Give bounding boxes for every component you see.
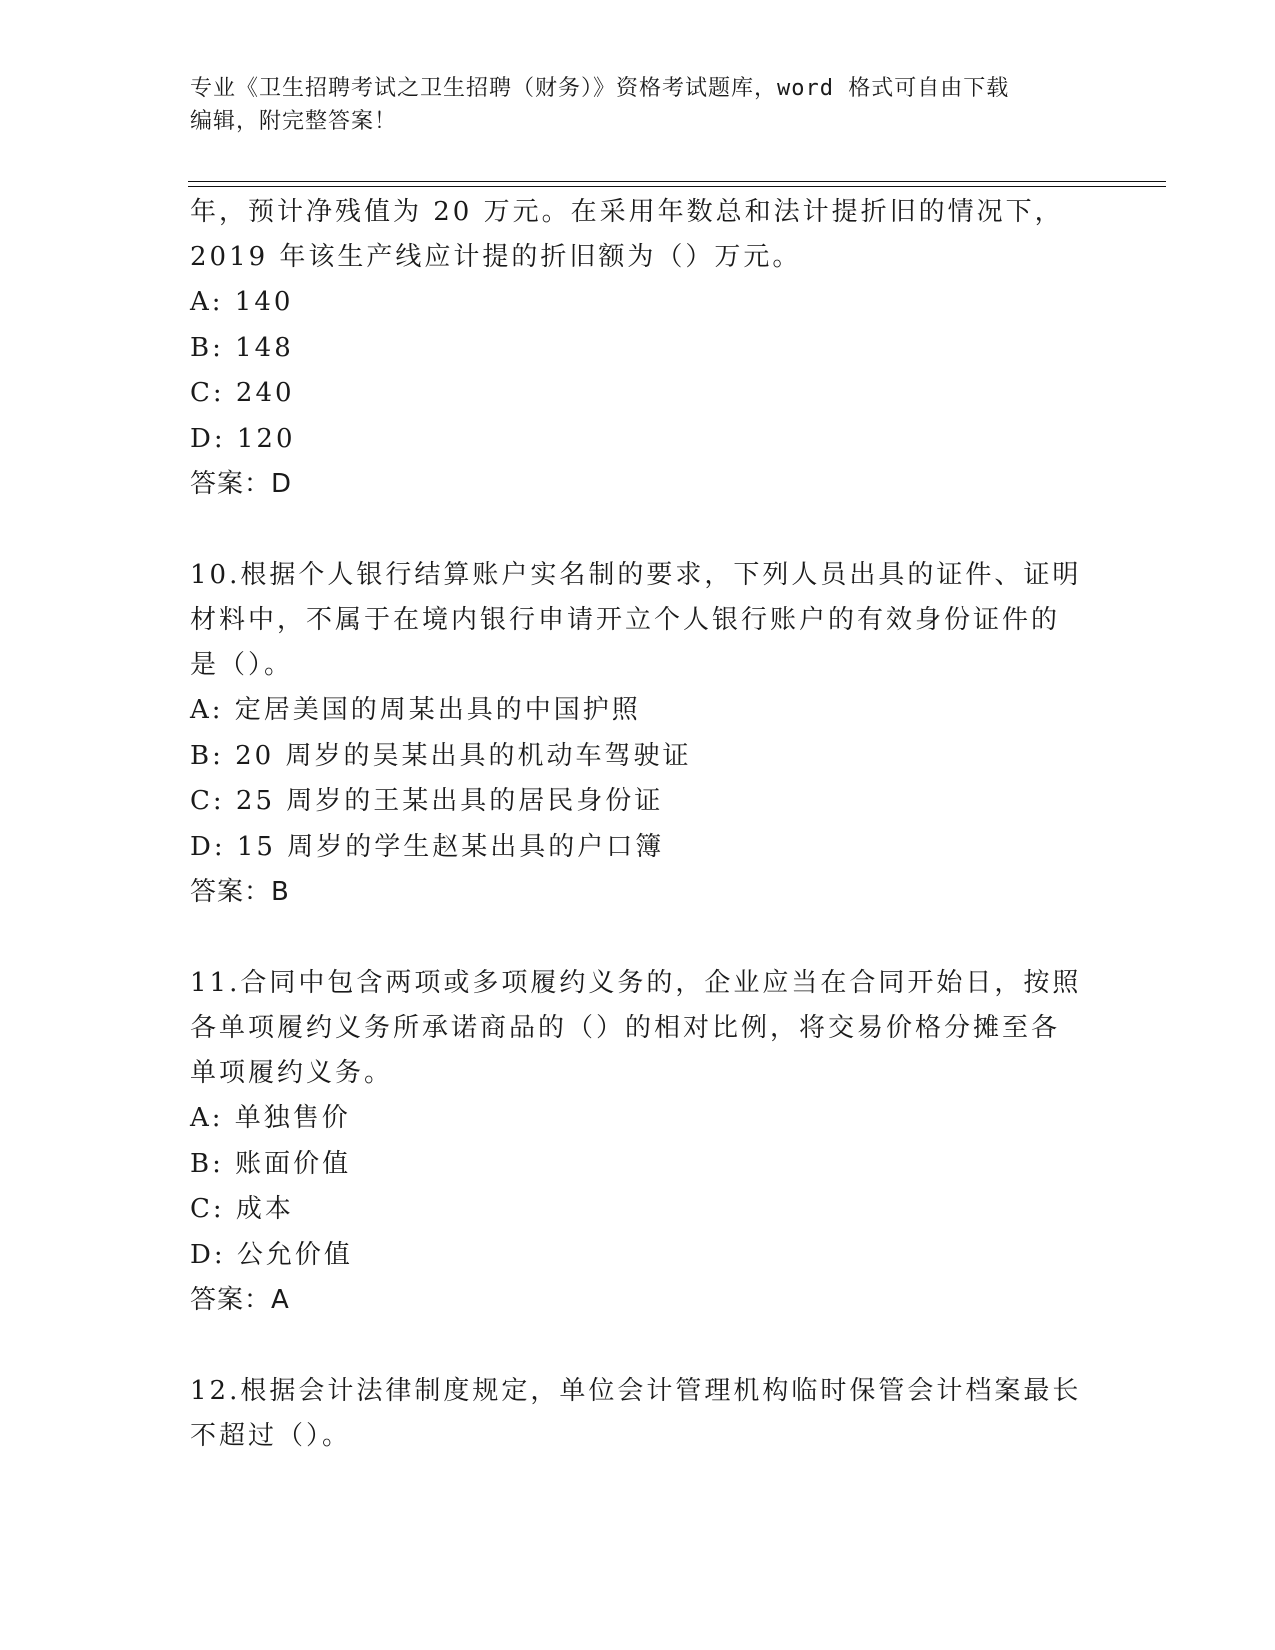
question-12 bbox=[190, 1369, 1090, 1459]
question-text-line: 各单项履约义务所承诺商品的（）的相对比例，将交易价格分摊至各 bbox=[190, 1013, 1061, 1043]
option-b: B: 20 周岁的吴某出具的机动车驾驶证 bbox=[190, 740, 692, 771]
option-d: D: 120 bbox=[190, 423, 296, 454]
question-text-line: 12.根据会计法律制度规定，单位会计管理机构临时保管会计档案最长 bbox=[190, 1376, 1082, 1406]
option-c: C: 25 周岁的王某出具的居民身份证 bbox=[190, 786, 664, 816]
question-text-line: 10.根据个人银行结算账户实名制的要求，下列人员出具的证件、证明 bbox=[190, 560, 1082, 590]
question-text bbox=[190, 190, 1090, 280]
question-text-line: 材料中，不属于在境内银行申请开立个人银行账户的有效身份证件的 bbox=[190, 605, 1061, 635]
option-c: C: 成本 bbox=[190, 1194, 294, 1224]
option-a: A: 单独售价 bbox=[190, 1103, 351, 1133]
question-text-line: 不超过（）。 bbox=[190, 1421, 352, 1451]
answer: 答案：D bbox=[190, 469, 293, 499]
page-header bbox=[190, 72, 1090, 138]
question-text-line: 单项履约义务。 bbox=[190, 1058, 394, 1088]
option-a: A: 定居美国的周某出具的中国护照 bbox=[190, 695, 641, 725]
question-text-line: 11.合同中包含两项或多项履约义务的，企业应当在合同开始日，按照 bbox=[190, 968, 1082, 998]
option-d: D: 公允价值 bbox=[190, 1239, 353, 1270]
question-text-line: 2019 年该生产线应计提的折旧额为（）万元。 bbox=[190, 242, 802, 272]
question-text-line: 是（）。 bbox=[190, 650, 294, 680]
question-11 bbox=[190, 961, 1090, 1322]
question-10 bbox=[190, 553, 1090, 914]
question-content bbox=[190, 190, 1090, 1459]
option-c: C: 240 bbox=[190, 378, 295, 408]
option-b: B: 148 bbox=[190, 332, 294, 363]
option-a: A: 140 bbox=[190, 287, 294, 317]
header-line-2: 编辑，附完整答案！ bbox=[190, 109, 398, 134]
header-rule-top bbox=[188, 181, 1166, 182]
answer: 答案：A bbox=[190, 1285, 290, 1315]
answer: 答案：B bbox=[190, 877, 290, 907]
question-text bbox=[190, 1369, 1090, 1459]
question-continuation bbox=[190, 190, 1090, 506]
header-line-1: 专业《卫生招聘考试之卫生招聘（财务）》资格考试题库，word 格式可自由下载 bbox=[190, 76, 1010, 101]
question-text bbox=[190, 961, 1090, 1096]
header-rule-bottom bbox=[188, 186, 1166, 187]
option-d: D: 15 周岁的学生赵某出具的户口簿 bbox=[190, 831, 665, 862]
question-text-line: 年，预计净残值为 20 万元。在采用年数总和法计提折旧的情况下， bbox=[190, 197, 1064, 227]
question-text bbox=[190, 553, 1090, 688]
option-b: B: 账面价值 bbox=[190, 1148, 352, 1179]
